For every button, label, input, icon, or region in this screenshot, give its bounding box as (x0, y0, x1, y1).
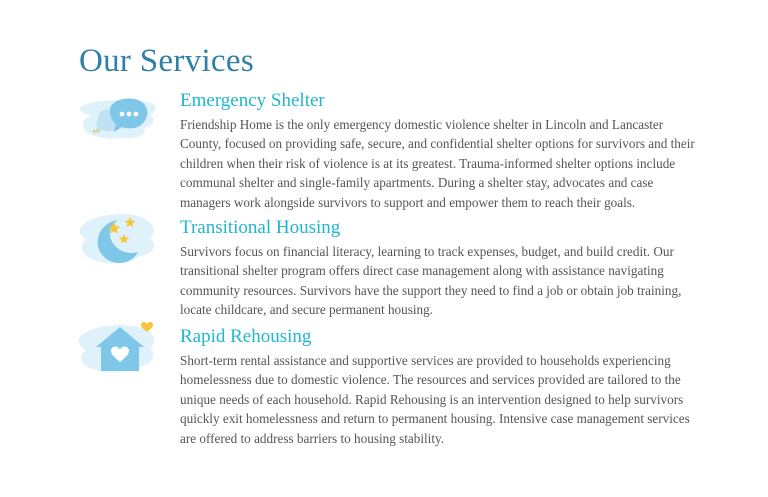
moon-stars-icon (78, 206, 160, 276)
service-title: Rapid Rehousing (180, 326, 312, 347)
house-heart-icon (78, 313, 160, 383)
service-description: Friendship Home is the only emergency domestic violence shelter in Lincoln and Lancaster County, focused on providing safe, secure, and confidential shelter options for survivors and their children when their risk of violence is at its greatest. Trauma-informed shelter options include communal shelter and single-family apartments. During a shelter stay, advocates and case managers work alongside survivors to support and empower them to reach their goals. (180, 117, 695, 210)
page-title: Our Services (79, 43, 254, 79)
service-description: Survivors focus on financial literacy, learning to track expenses, budget, and build credit. Our transitional shelter program offers direct case management along with assistance navigating community resources. Survivors have the support they need to find a job or obtain job training, locate childcare, and secure permanent housing. (180, 244, 682, 318)
chat-bubbles-icon (78, 96, 160, 166)
service-description: Short-term rental assistance and supportive services are provided to households experiencing homelessness due to domestic violence. The resources and services provided are tailored to the unique needs of each household. Rapid Rehousing is an intervention designed to help survivors quickly exit homelessness and return to permanent housing. Intensive case management services are offered to address barriers to housing stability. (180, 353, 690, 446)
service-title: Emergency Shelter (180, 90, 325, 111)
service-title: Transitional Housing (180, 217, 341, 238)
